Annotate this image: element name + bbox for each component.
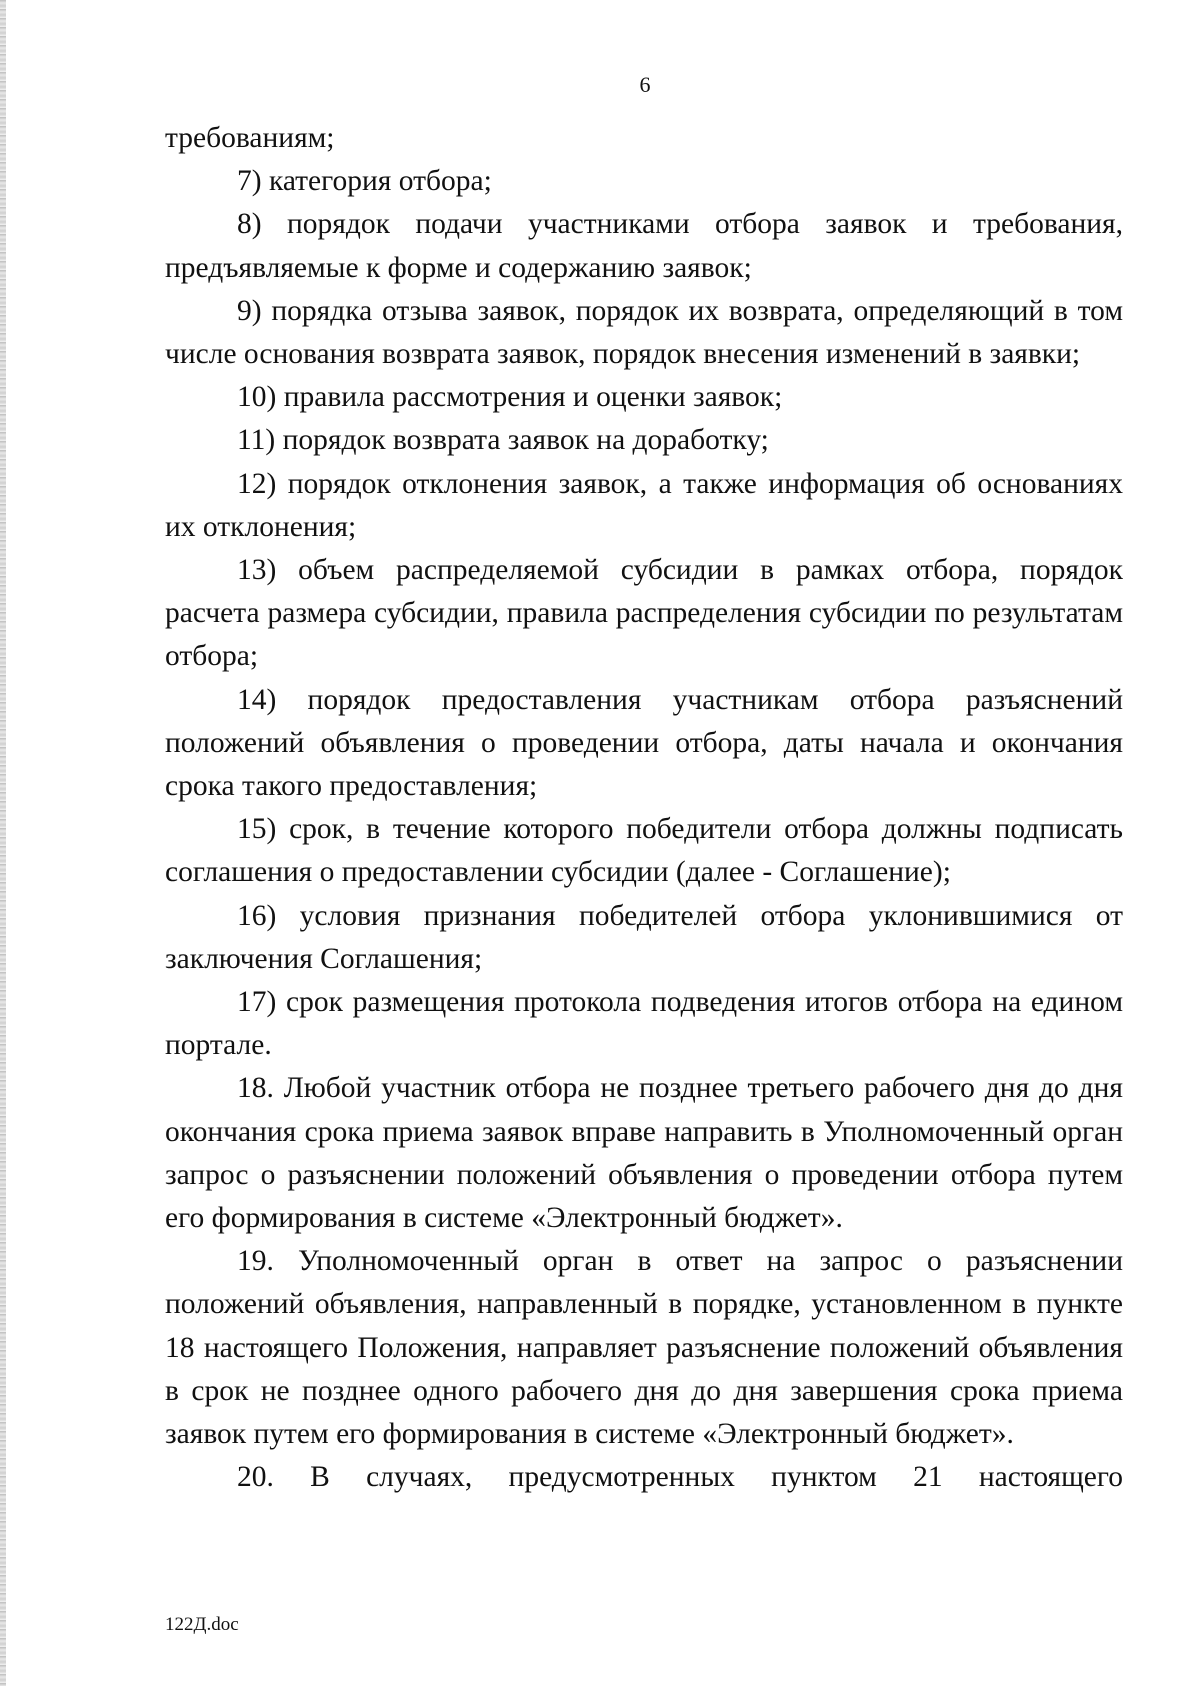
list-item-9: 9) порядка отзыва заявок, порядок их возврата, определяющий в том числе основания возврата заявок, порядок внесения изменений в заявки;	[165, 294, 1123, 371]
scan-edge	[0, 0, 6, 1686]
list-item-13: 13) объем распределяемой субсидии в рамках отбора, порядок расчета размера субсидии, правила распределения субсидии по результатам отбора;	[165, 554, 1123, 673]
document-body	[165, 117, 1123, 1500]
paragraph-continuation: требованиям;	[165, 122, 335, 154]
list-item-14: 14) порядок предоставления участникам отбора разъяснений положений объявления о проведении отбора, даты начала и окончания срока такого предоставления;	[165, 683, 1123, 803]
list-item-11: 11) порядок возврата заявок на доработку;	[237, 424, 769, 457]
list-item-12: 12) порядок отклонения заявок, а также информация об основаниях их отклонения;	[165, 467, 1123, 543]
file-name-footer: 122Д.doc	[165, 1614, 239, 1635]
clause-19: 19. Уполномоченный орган в ответ на запрос о разъяснении положений объявления, направленный в порядке, установленном в пункте 18 настоящего Положения, направляет разъяснение положений объявления в срок не позднее одного рабочего дня до дня завершения срока приема заявок путем его формирования в системе «Электронный бюджет».	[165, 1245, 1123, 1451]
list-item-17: 17) срок размещения протокола подведения итогов отбора на едином портале.	[165, 986, 1123, 1062]
page-number: 6	[639, 72, 651, 97]
list-item-15: 15) срок, в течение которого победители отбора должны подписать соглашения о предоставлении субсидии (далее - Соглашение);	[165, 813, 1123, 889]
list-item-16: 16) условия признания победителей отбора уклонившимися от заключения Соглашения;	[165, 899, 1123, 975]
clause-18: 18. Любой участник отбора не позднее третьего рабочего дня до дня окончания срока приема заявок вправе направить в Уполномоченный орган запрос о разъяснении положений объявления о проведении отбора путем его формирования в системе «Электронный бюджет».	[165, 1072, 1123, 1235]
list-item-8: 8) порядок подачи участниками отбора заявок и требования, предъявляемые к форме и содержанию заявок;	[165, 208, 1123, 284]
list-item-10: 10) правила рассмотрения и оценки заявок;	[237, 381, 783, 414]
clause-20: 20. В случаях, предусмотренных пунктом 21 настоящего	[237, 1461, 1123, 1494]
list-item-7: 7) категория отбора;	[237, 165, 492, 198]
